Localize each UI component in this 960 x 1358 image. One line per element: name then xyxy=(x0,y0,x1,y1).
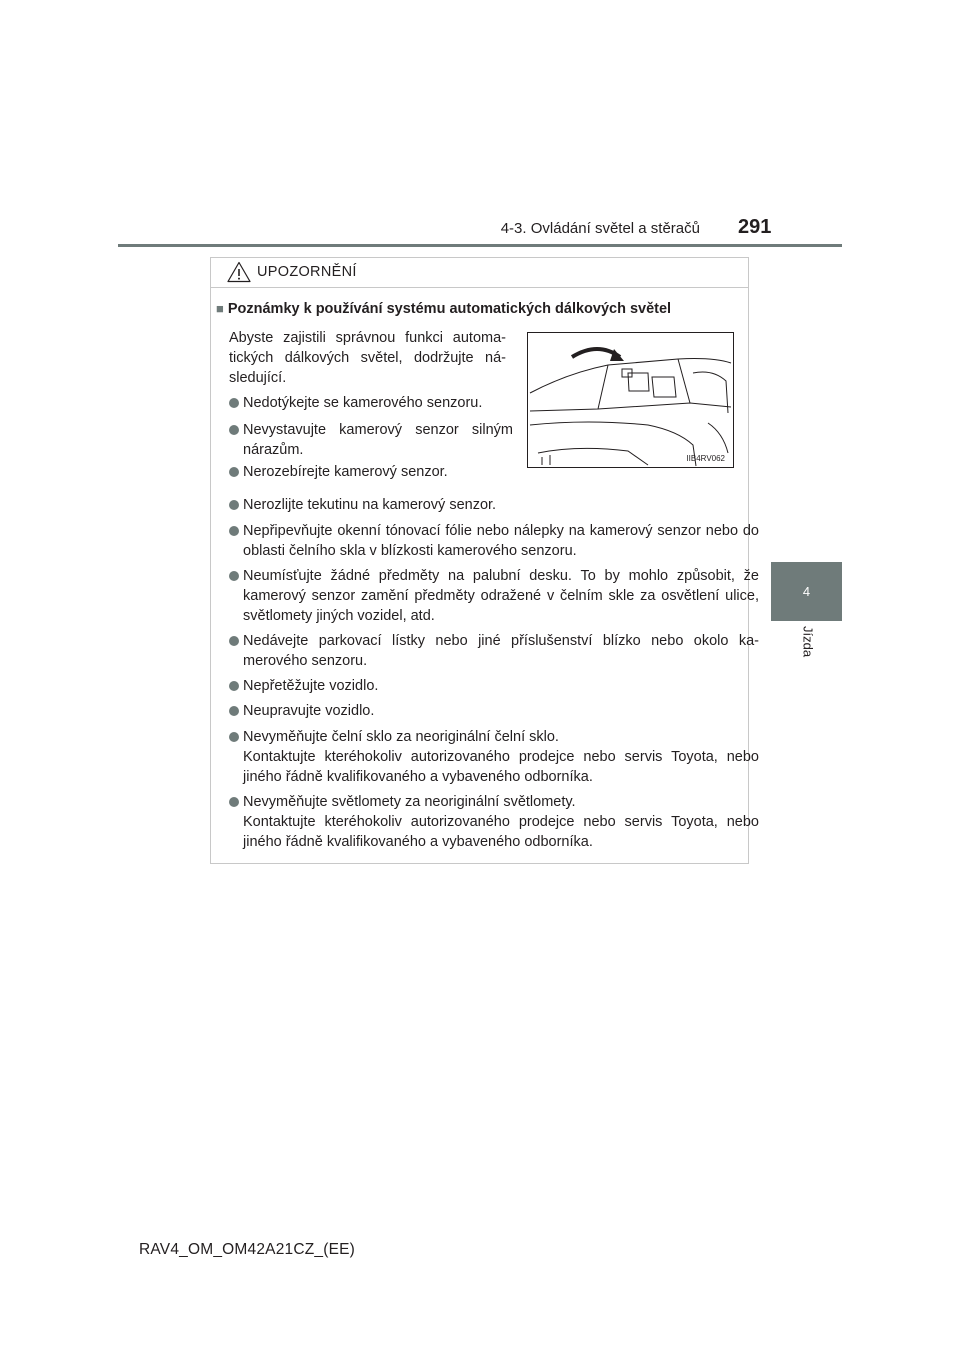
caution-bullet xyxy=(229,566,759,626)
bullet-text: Nevyměňujte čelní sklo za neoriginální čelní sklo. xyxy=(243,729,559,745)
bullet-text: Neupravujte vozidlo. xyxy=(243,703,375,719)
bullet-dot-icon xyxy=(229,398,239,408)
caution-bullet xyxy=(229,393,509,413)
bullet-text: Nepřipevňujte okenní tónovací fólie nebo nálepky na kamerový senzor nebo do oblasti čelního skla v blízkosti kamerového senzoru. xyxy=(243,523,759,559)
page-number: 291 xyxy=(738,216,772,238)
caution-box xyxy=(210,257,759,864)
illustration-code: IIB4RV062 xyxy=(686,454,725,463)
bullet-text: Nevystavujte kamerový senzor silným nárazům. xyxy=(243,422,513,458)
caution-bullet xyxy=(229,631,759,671)
section-title: 4-3. Ovládání světel a stěračů xyxy=(500,220,700,237)
bullet-text: Nerozlijte tekutinu na kamerový senzor. xyxy=(243,497,497,513)
square-bullet-icon: ■ xyxy=(216,301,224,316)
caution-header xyxy=(211,258,748,288)
chapter-number: 4 xyxy=(802,584,811,599)
bullet-dot-icon xyxy=(229,681,239,691)
caution-bullet xyxy=(229,792,759,852)
bullet-dot-icon xyxy=(229,732,239,742)
bullet-text: Nevyměňujte světlomety za neoriginální světlomety. xyxy=(243,794,576,810)
bullet-dot-icon xyxy=(229,571,239,581)
bullet-text: Nedávejte parkovací lístky nebo jiné příslušenství blízko nebo okolo ka-merového senzoru. xyxy=(243,633,759,669)
caution-bullet xyxy=(229,676,759,696)
bullet-text: Nerozebírejte kamerový senzor. xyxy=(243,464,448,480)
bullet-text: Neumísťujte žádné předměty na palubní desku. To by mohlo způsobit, že kamerový senzor zamění předměty odražené v čelním skle za osvětlení ulice, světlomety jiných vozidel, atd. xyxy=(243,568,759,624)
bullet-dot-icon xyxy=(229,706,239,716)
caution-title: UPOZORNĚNÍ xyxy=(257,264,357,280)
caution-bullet xyxy=(229,521,759,561)
section-heading xyxy=(216,301,741,317)
chapter-tab[interactable] xyxy=(771,562,842,621)
windshield-drawing xyxy=(528,333,733,467)
warning-triangle-icon xyxy=(227,261,251,283)
bullet-text: Kontaktujte kteréhokoliv autorizovaného prodejce nebo servis Toyota, nebo jiného řádně kvalifikovaného a vybaveného odborníka. xyxy=(243,749,759,785)
caution-bullet xyxy=(229,727,759,787)
intro-paragraph: Abyste zajistili správnou funkci automa-tických dálkových světel, dodržujte ná-sledující. xyxy=(229,330,506,386)
bullet-dot-icon xyxy=(229,797,239,807)
header-rule xyxy=(118,244,842,247)
caution-bullet xyxy=(229,420,513,460)
bullet-dot-icon xyxy=(229,500,239,510)
caution-bullet xyxy=(229,462,509,482)
section-heading-text: Poznámky k používání systému automatických dálkových světel xyxy=(227,301,672,317)
bullet-text: Kontaktujte kteréhokoliv autorizovaného prodejce nebo servis Toyota, nebo jiného řádně kvalifikovaného a vybaveného odborníka. xyxy=(243,814,759,850)
caution-bullet xyxy=(229,701,759,721)
bullet-dot-icon xyxy=(229,467,239,477)
bullet-text: Nedotýkejte se kamerového senzoru. xyxy=(243,395,483,411)
bullet-dot-icon xyxy=(229,636,239,646)
bullet-text: Nepřetěžujte vozidlo. xyxy=(243,678,379,694)
document-code: RAV4_OM_OM42A21CZ_(EE) xyxy=(139,1241,356,1258)
chapter-label: Jízda xyxy=(800,626,816,658)
bullet-dot-icon xyxy=(229,526,239,536)
bullet-dot-icon xyxy=(229,425,239,435)
caution-bullet xyxy=(229,495,759,515)
camera-sensor-illustration xyxy=(527,332,734,468)
